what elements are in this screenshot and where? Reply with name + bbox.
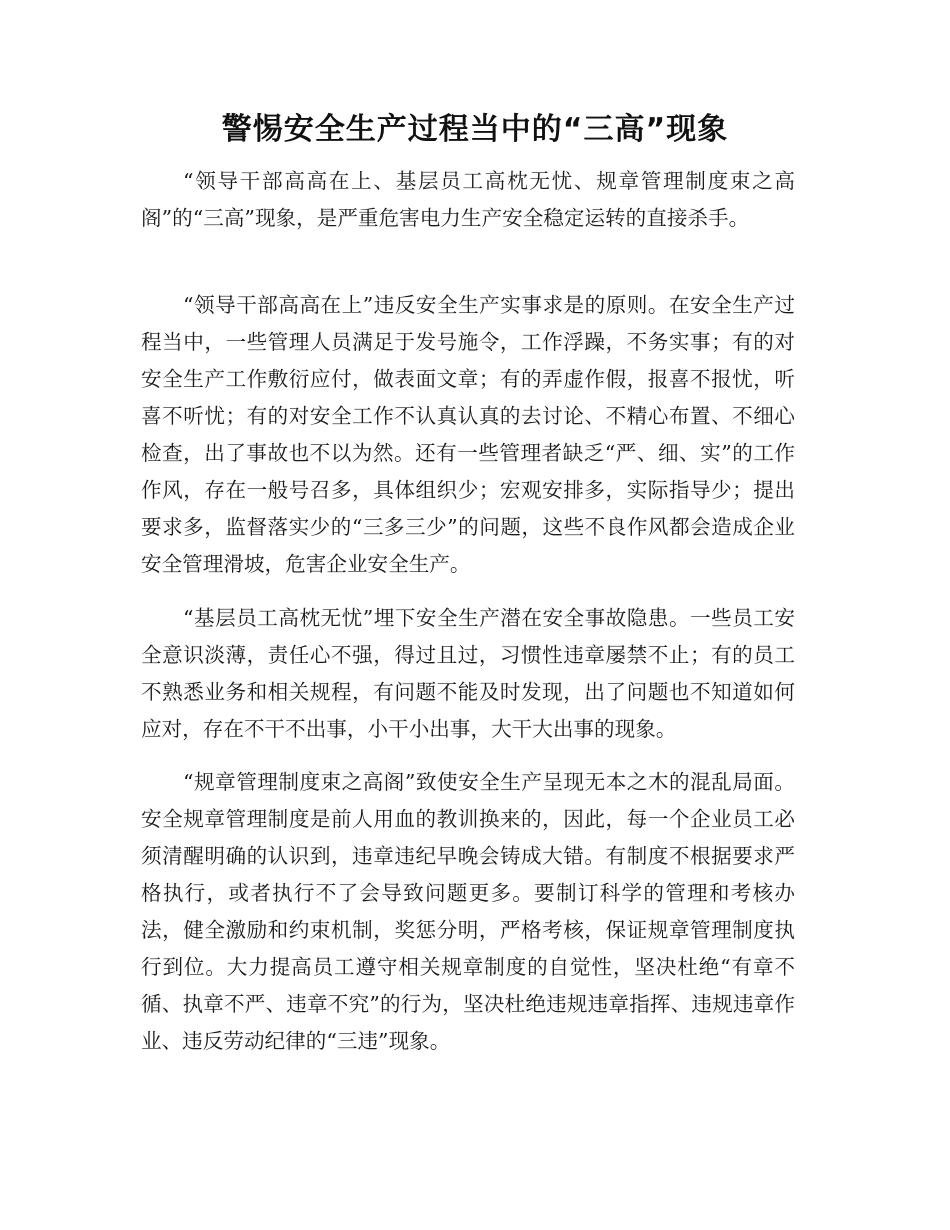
paragraph-intro: “领导干部高高在上、基层员工高枕无忧、规章管理制度束之高阁”的“三高”现象，是严重危害电力生产安全稳定运转的直接杀手。 — [141, 169, 795, 230]
paragraph-staff: “基层员工高枕无忧”埋下安全生产潜在安全事故隐患。一些员工安全意识淡薄，责任心不强，得过且过，习惯性违章屡禁不止；有的员工不熟悉业务和相关规程，有问题不能及时发现，出了问题也不知道如何应对，存在不干不出事，小干小出事，大干大出事的现象。 — [141, 606, 795, 741]
document-title: 警惕安全生产过程当中的“三高”现象 — [221, 112, 729, 147]
paragraph-leaders: “领导干部高高在上”违反安全生产实事求是的原则。在安全生产过程当中，一些管理人员满足于发号施令，工作浮躁，不务实事；有的对安全生产工作敷衍应付，做表面文章；有的弄虚作假，报喜不报忧，听喜不听忧；有的对安全工作不认真认真的去讨论、不精心布置、不细心检查，出了事故也不以为然。还有一些管理者缺乏“严、细、实”的工作作风，存在一般号召多，具体组织少；宏观安排多，实际指导少；提出要求多，监督落实少的“三多三少”的问题，这些不良作风都会造成企业安全管理滑坡，危害企业安全生产。 — [141, 293, 795, 576]
paragraph-regulations: “规章管理制度束之高阁”致使安全生产呈现无本之木的混乱局面。安全规章管理制度是前人用血的教训换来的，因此，每一个企业员工必须清醒明确的认识到，违章违纪早晚会铸成大错。有制度不根据要求严格执行，或者执行不了会导致问题更多。要制订科学的管理和考核办法，健全激励和约束机制，奖惩分明，严格考核，保证规章管理制度执行到位。大力提高员工遵守相关规章制度的自觉性，坚决杜绝“有章不循、执章不严、违章不究”的行为，坚决杜绝违规违章指挥、违规违章作业、违反劳动纪律的“三违”现象。 — [141, 770, 795, 1053]
